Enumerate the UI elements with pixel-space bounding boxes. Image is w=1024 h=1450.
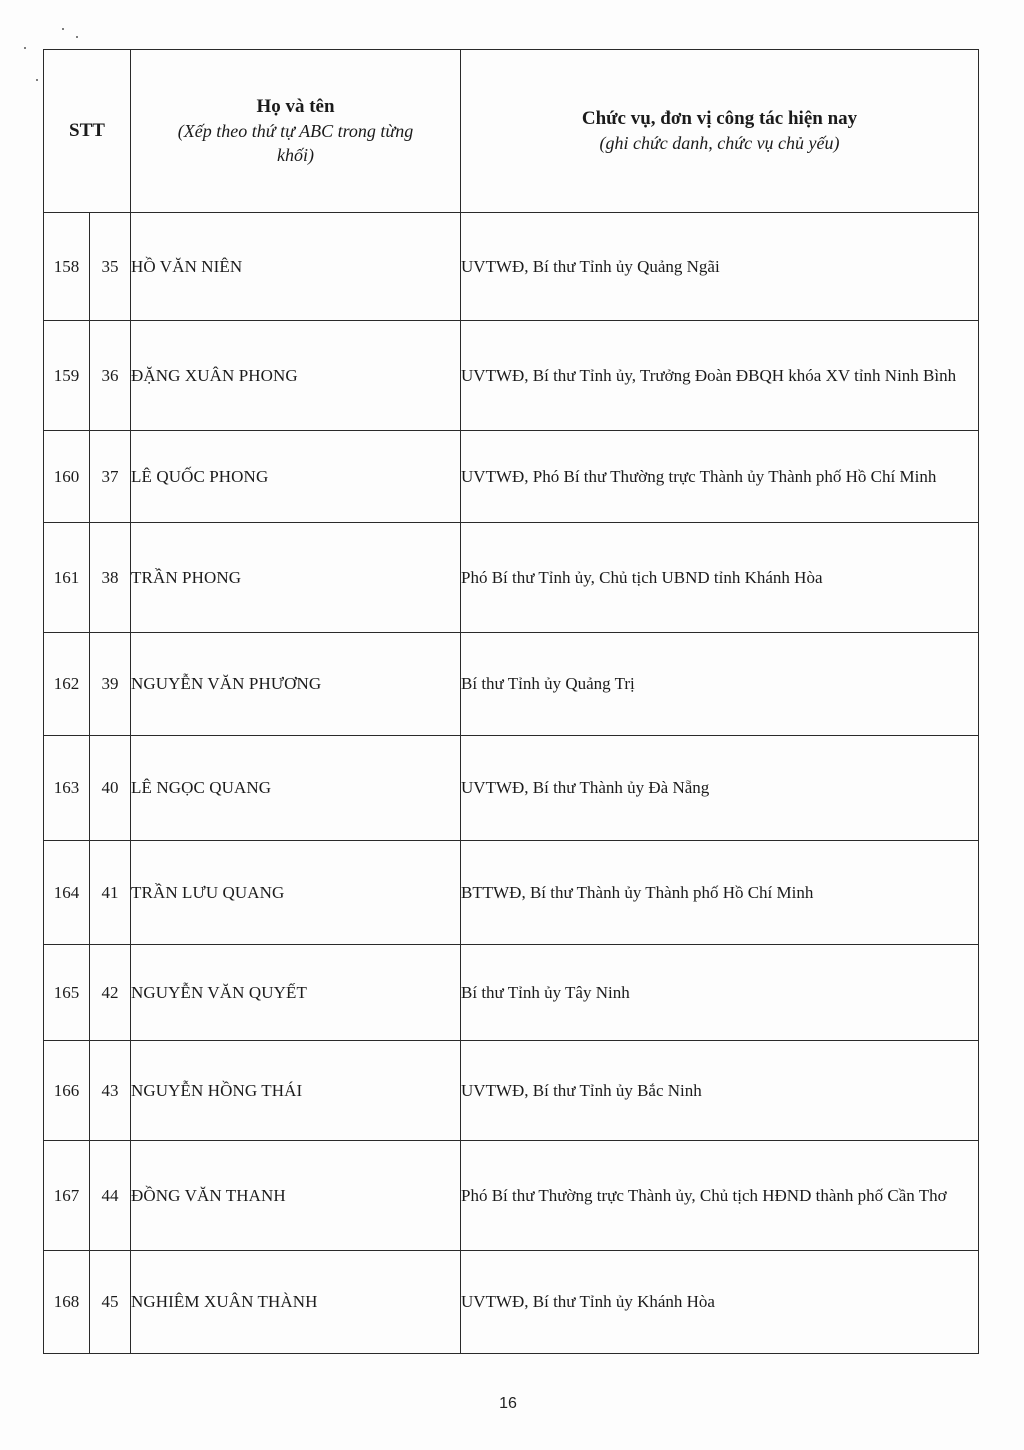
position-cell: Phó Bí thư Tỉnh ủy, Chủ tịch UBND tỉnh Khánh Hòa — [461, 523, 979, 633]
stt-cell: 164 — [44, 841, 90, 945]
group-index-cell: 42 — [90, 945, 131, 1041]
table-row — [44, 1141, 979, 1251]
name-cell: TRẦN PHONG — [131, 523, 461, 633]
table-row — [44, 633, 979, 736]
position-cell: UVTWĐ, Bí thư Tỉnh ủy Bắc Ninh — [461, 1041, 979, 1141]
name-cell: NGUYỄN VĂN PHƯƠNG — [131, 633, 461, 736]
page-number: 16 — [499, 1395, 517, 1412]
name-cell: ĐỒNG VĂN THANH — [131, 1141, 461, 1251]
stt-cell: 163 — [44, 736, 90, 841]
group-index-cell: 45 — [90, 1251, 131, 1354]
stt-cell: 158 — [44, 213, 90, 321]
stt-cell: 168 — [44, 1251, 90, 1354]
name-cell: NGUYỄN VĂN QUYẾT — [131, 945, 461, 1041]
scan-speck — [76, 36, 78, 38]
name-cell: ĐẶNG XUÂN PHONG — [131, 321, 461, 431]
group-index-cell: 43 — [90, 1041, 131, 1141]
name-cell: NGUYỄN HỒNG THÁI — [131, 1041, 461, 1141]
stt-header: STT — [44, 50, 131, 213]
name-header — [131, 50, 461, 213]
personnel-table — [43, 49, 979, 1354]
stt-cell: 161 — [44, 523, 90, 633]
name-cell: HỒ VĂN NIÊN — [131, 213, 461, 321]
scan-speck — [62, 28, 64, 30]
position-header-title: Chức vụ, đơn vị công tác hiện nay — [581, 108, 858, 129]
position-cell: UVTWĐ, Phó Bí thư Thường trực Thành ủy Thành phố Hồ Chí Minh — [461, 431, 979, 523]
name-cell: NGHIÊM XUÂN THÀNH — [131, 1251, 461, 1354]
position-header-note: (ghi chức danh, chức vụ chủ yếu) — [599, 133, 840, 153]
name-header-title: Họ và tên — [256, 96, 335, 117]
group-index-cell: 39 — [90, 633, 131, 736]
position-cell: Bí thư Tỉnh ủy Tây Ninh — [461, 945, 979, 1041]
group-index-cell: 38 — [90, 523, 131, 633]
stt-cell: 166 — [44, 1041, 90, 1141]
table-row — [44, 1251, 979, 1354]
table-row — [44, 736, 979, 841]
table-row — [44, 841, 979, 945]
position-cell: Phó Bí thư Thường trực Thành ủy, Chủ tịch HĐND thành phố Cần Thơ — [461, 1141, 979, 1251]
name-cell: LÊ QUỐC PHONG — [131, 431, 461, 523]
table-row — [44, 431, 979, 523]
table-row — [44, 945, 979, 1041]
table-body — [44, 213, 979, 1354]
position-cell: UVTWĐ, Bí thư Tỉnh ủy, Trưởng Đoàn ĐBQH khóa XV tỉnh Ninh Bình — [461, 321, 979, 431]
name-cell: LÊ NGỌC QUANG — [131, 736, 461, 841]
stt-cell: 160 — [44, 431, 90, 523]
name-header-note: (Xếp theo thứ tự ABC trong từng khối) — [177, 121, 414, 165]
scan-speck — [36, 79, 38, 81]
group-index-cell: 40 — [90, 736, 131, 841]
position-cell: BTTWĐ, Bí thư Thành ủy Thành phố Hồ Chí Minh — [461, 841, 979, 945]
table-row — [44, 321, 979, 431]
stt-cell: 167 — [44, 1141, 90, 1251]
table-row — [44, 213, 979, 321]
position-cell: UVTWĐ, Bí thư Thành ủy Đà Nẵng — [461, 736, 979, 841]
table-header-row — [44, 50, 979, 213]
position-cell: UVTWĐ, Bí thư Tỉnh ủy Quảng Ngãi — [461, 213, 979, 321]
position-cell: Bí thư Tỉnh ủy Quảng Trị — [461, 633, 979, 736]
position-cell: UVTWĐ, Bí thư Tỉnh ủy Khánh Hòa — [461, 1251, 979, 1354]
stt-cell: 165 — [44, 945, 90, 1041]
name-cell: TRẦN LƯU QUANG — [131, 841, 461, 945]
scan-speck — [24, 47, 26, 49]
stt-cell: 162 — [44, 633, 90, 736]
position-header — [461, 50, 979, 213]
group-index-cell: 35 — [90, 213, 131, 321]
table-row — [44, 523, 979, 633]
stt-cell: 159 — [44, 321, 90, 431]
group-index-cell: 37 — [90, 431, 131, 523]
group-index-cell: 44 — [90, 1141, 131, 1251]
table-row — [44, 1041, 979, 1141]
group-index-cell: 41 — [90, 841, 131, 945]
group-index-cell: 36 — [90, 321, 131, 431]
